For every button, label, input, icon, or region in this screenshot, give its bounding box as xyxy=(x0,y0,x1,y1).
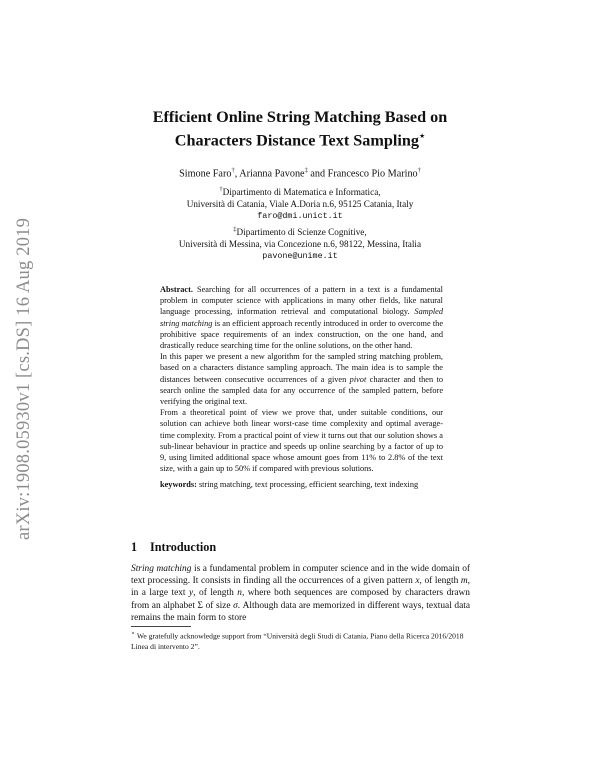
affiliation-email[interactable]: pavone@unime.it xyxy=(262,251,338,262)
arxiv-stamp: arXiv:1908.05930v1 [cs.DS] 16 Aug 2019 xyxy=(14,217,34,540)
abstract-paragraph: From a theoretical point of view we prove that, under suitable conditions, our solution can achieve both linear worst-case time complexity and optimal average-time complexity. From a practical point of view it turns out that our solution shows a sub-linear behaviour in practice and speeds up online searching by a factor of up to 9, using limited additional space whose amount goes from 11% to 2.8% of the text size, with a gain up to 50% if compared with previous solutions. xyxy=(160,408,443,474)
abstract-emphasis: pivot xyxy=(349,374,367,384)
math-var: n xyxy=(237,588,242,599)
body-text xyxy=(131,563,470,624)
affiliation-line xyxy=(100,224,500,238)
affiliation-address: Università di Catania, Viale A.Doria n.6, 95125 Catania, Italy xyxy=(186,199,414,210)
math-var: y xyxy=(189,588,194,599)
abstract-text: In this paper we present a new algorithm for the sampled string matching problem, based on a characters distance sampling approach. The main idea is to sample the distances between consecutive occurrences of a given xyxy=(160,352,443,384)
math-var: Σ xyxy=(197,600,204,611)
affiliation-mark: † xyxy=(417,167,421,174)
abstract-paragraph xyxy=(160,284,443,351)
body-emphasis: String matching xyxy=(131,564,192,574)
section-title: Introduction xyxy=(150,540,217,554)
abstract-heading: Abstract. xyxy=(160,285,193,294)
body-text-run: , of length xyxy=(419,576,461,587)
author-separator: , xyxy=(234,168,240,180)
affiliation-line xyxy=(100,184,500,198)
body-text-run: of size xyxy=(203,600,234,611)
affiliation-1 xyxy=(100,184,500,223)
affiliation-mark: ‡ xyxy=(304,167,308,174)
abstract-text: character and then to search online the sampled data for any occurrence of the sampled pattern, before verifying the original text. xyxy=(160,374,443,407)
author-name: Arianna Pavone xyxy=(239,168,305,180)
affiliation-email[interactable]: faro@dmi.unict.it xyxy=(257,211,343,222)
affiliation-mark: † xyxy=(231,167,235,174)
affiliation-mark: ‡ xyxy=(233,226,237,233)
section-number: 1 xyxy=(131,540,138,554)
footnote-text xyxy=(131,629,470,652)
abstract-text: is an efficient approach recently introduced in order to overcome the prohibitive space requirements of an index construction, on the one hand, and drastically reduce searching time for the online solutions, on the other hand. xyxy=(160,318,443,351)
title-footnote-mark: ⋆ xyxy=(418,131,426,142)
math-var: x xyxy=(415,576,420,587)
body-text-run: is a fundamental problem in computer science and in the wide domain of text processing. It consists in finding all the occurrences of a given pattern xyxy=(131,564,471,587)
abstract-text: Searching for all occurrences of a pattern in a text is a fundamental problem in computer science with applications in many other fields, like natural language processing, information retrieval and computational biology. xyxy=(160,285,443,317)
abstract-paragraph xyxy=(160,351,443,407)
affiliation-address: Università di Messina, via Concezione n.6, 98122, Messina, Italia xyxy=(178,239,422,250)
affiliation-dept: Dipartimento di Matematica e Informatica, xyxy=(222,187,381,198)
title-line-1: Efficient Online String Matching Based on xyxy=(152,108,448,126)
affiliation-mark: † xyxy=(219,186,223,193)
math-var: m xyxy=(460,576,468,587)
affiliation-2 xyxy=(100,224,500,263)
math-var: σ xyxy=(233,600,238,611)
footnote-mark: ⋆ xyxy=(131,630,136,637)
affiliation-dept: Dipartimento di Scienze Cognitive, xyxy=(236,227,367,238)
abstract-emphasis: Sampled string matching xyxy=(160,307,443,328)
keywords-label: keywords: xyxy=(160,480,197,490)
author-name: Simone Faro xyxy=(179,168,232,180)
body-text-run: , where both sequences are composed by characters drawn from an alphabet xyxy=(131,588,470,611)
section-heading xyxy=(131,540,216,555)
body-paragraph xyxy=(131,563,470,624)
author-list xyxy=(100,167,500,179)
paper-title xyxy=(100,108,500,150)
title-line-2 xyxy=(100,127,500,150)
keywords xyxy=(160,479,443,490)
title-line-2-text: Characters Distance Text Sampling xyxy=(174,131,419,150)
keywords-text: string matching, text processing, efficient searching, text indexing xyxy=(196,480,419,490)
author-separator: and xyxy=(307,168,328,180)
abstract xyxy=(160,284,443,491)
footnote xyxy=(131,629,470,652)
footnote-body: We gratefully acknowledge support from “Università degli Studi di Catania, Piano della Ricerca 2016/2018 Linea di intervento 2”. xyxy=(131,631,464,651)
footnote-rule xyxy=(131,626,191,627)
body-text-run: , of length xyxy=(193,588,238,599)
author-name: Francesco Pio Marino xyxy=(327,168,418,180)
body-text-run: , in a large text xyxy=(131,576,470,599)
body-text-run: . Although data are memorized in different ways, textual data remains the main form to store xyxy=(131,600,471,623)
